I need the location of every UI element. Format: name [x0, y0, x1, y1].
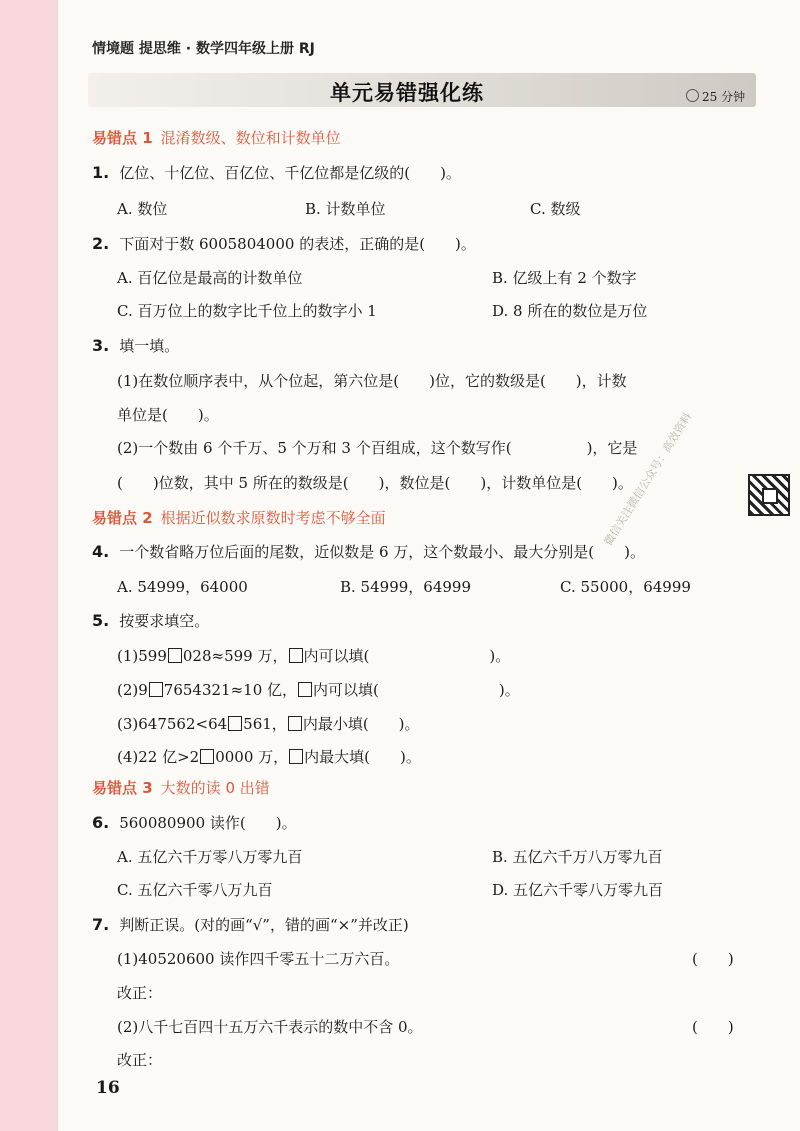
- question-text: 亿位、十亿位、百亿位、千亿位都是亿级的( )。: [119, 164, 461, 182]
- blank-box-icon: [289, 648, 303, 663]
- clock-icon: [686, 89, 699, 102]
- section-label: 易错点 3: [92, 779, 153, 797]
- q6-option-d: D. 五亿六千零八万零九百: [492, 881, 664, 899]
- q7-answer-bracket-1[interactable]: ( ): [692, 950, 734, 968]
- blank-box-icon: [298, 682, 312, 697]
- blank-box-icon: [168, 648, 182, 663]
- text: 内最大填( )。: [304, 748, 421, 766]
- time-text: 25 分钟: [702, 90, 746, 104]
- question-4: [92, 541, 645, 562]
- q3-part-1-line-2: 单位是( )。: [117, 406, 219, 424]
- section-text: 根据近似数求原数时考虑不够全面: [160, 509, 386, 527]
- section-2-heading: [92, 507, 386, 528]
- text: 0000 万，: [215, 748, 289, 766]
- q7-correction-1: 改正：: [117, 984, 163, 1002]
- q4-option-a: A. 54999，64000: [117, 578, 248, 596]
- q6-option-b: B. 五亿六千万八万零九百: [492, 848, 663, 866]
- page-number: 16: [96, 1078, 120, 1098]
- text: (3)647562<64: [117, 715, 228, 733]
- q1-option-c: C. 数级: [530, 200, 581, 218]
- book-header: 情境题 提思维 · 数学四年级上册 RJ: [92, 41, 315, 57]
- q5-part-1: [117, 645, 510, 666]
- watermark-text: 微信关注微信公众号：高效资料: [601, 410, 695, 548]
- text: 内可以填( )。: [303, 647, 511, 665]
- time-badge: [686, 88, 745, 105]
- q5-part-4: [117, 746, 421, 767]
- q2-option-b: B. 亿级上有 2 个数字: [492, 269, 637, 287]
- q4-option-b: B. 54999，64999: [340, 578, 471, 596]
- q7-correction-2: 改正：: [117, 1051, 163, 1069]
- question-number: 3.: [92, 336, 110, 355]
- question-2: [92, 233, 476, 254]
- question-text: 下面对于数 6005804000 的表述，正确的是( )。: [119, 235, 476, 253]
- q5-part-2: [117, 679, 520, 700]
- question-number: 2.: [92, 234, 110, 253]
- question-5: [92, 610, 209, 631]
- q6-option-a: A. 五亿六千万零八万零九百: [117, 848, 303, 866]
- q4-option-c: C. 55000，64999: [560, 578, 691, 596]
- section-1-heading: [92, 127, 341, 148]
- text: 7654321≈10 亿，: [163, 681, 298, 699]
- q3-part-1-line-1: (1)在数位顺序表中，从个位起，第六位是( )位，它的数级是( )，计数: [117, 372, 627, 390]
- question-6: [92, 812, 297, 833]
- q6-option-c: C. 五亿六千零八万九百: [117, 881, 273, 899]
- section-label: 易错点 2: [92, 509, 153, 527]
- question-text: 按要求填空。: [119, 612, 210, 630]
- q5-part-3: [117, 713, 420, 734]
- question-number: 5.: [92, 611, 110, 630]
- question-text: 填一填。: [119, 337, 180, 355]
- question-number: 6.: [92, 813, 110, 832]
- text: 028≈599 万，: [182, 647, 288, 665]
- q7-answer-bracket-2[interactable]: ( ): [692, 1018, 734, 1036]
- q7-part-2: (2)八千七百四十五万六千表示的数中不含 0。: [117, 1018, 423, 1036]
- q1-option-a: A. 数位: [117, 200, 168, 218]
- section-text: 大数的读 0 出错: [160, 779, 270, 797]
- q2-option-c: C. 百万位上的数字比千位上的数字小 1: [117, 302, 377, 320]
- q3-part-2-line-1: (2)一个数由 6 个千万、5 个万和 3 个百组成，这个数写作( )，它是: [117, 439, 638, 457]
- question-text: 560080900 读作( )。: [119, 814, 297, 832]
- page-title: 单元易错强化练: [330, 81, 484, 105]
- blank-box-icon: [200, 749, 214, 764]
- q2-option-d: D. 8 所在的数位是万位: [492, 302, 648, 320]
- text: 561，: [243, 715, 287, 733]
- text: (1)599: [117, 647, 167, 665]
- section-3-heading: [92, 777, 270, 798]
- question-number: 4.: [92, 542, 110, 561]
- q3-part-2-line-2: ( )位数，其中 5 所在的数级是( )，数位是( )，计数单位是( )。: [117, 474, 633, 492]
- question-1: [92, 162, 461, 183]
- text: (4)22 亿>2: [117, 748, 200, 766]
- blank-box-icon: [228, 716, 242, 731]
- q7-part-1: (1)40520600 读作四千零五十二万六百。: [117, 950, 400, 968]
- question-3: [92, 335, 179, 356]
- text: (2)9: [117, 681, 148, 699]
- qr-code-icon: [748, 474, 790, 516]
- blank-box-icon: [149, 682, 163, 697]
- text: 内最小填( )。: [302, 715, 420, 733]
- question-text: 一个数省略万位后面的尾数，近似数是 6 万，这个数最小、最大分别是( )。: [119, 543, 646, 561]
- question-text: 判断正误。(对的画“√”，错的画“×”并改正): [119, 916, 409, 934]
- blank-box-icon: [289, 749, 303, 764]
- q2-option-a: A. 百亿位是最高的计数单位: [117, 269, 303, 287]
- question-number: 7.: [92, 915, 110, 934]
- section-label: 易错点 1: [92, 129, 153, 147]
- section-text: 混淆数级、数位和计数单位: [160, 129, 341, 147]
- text: 内可以填( )。: [313, 681, 520, 699]
- question-7: [92, 914, 409, 935]
- blank-box-icon: [288, 716, 302, 731]
- q1-option-b: B. 计数单位: [305, 200, 386, 218]
- question-number: 1.: [92, 163, 110, 182]
